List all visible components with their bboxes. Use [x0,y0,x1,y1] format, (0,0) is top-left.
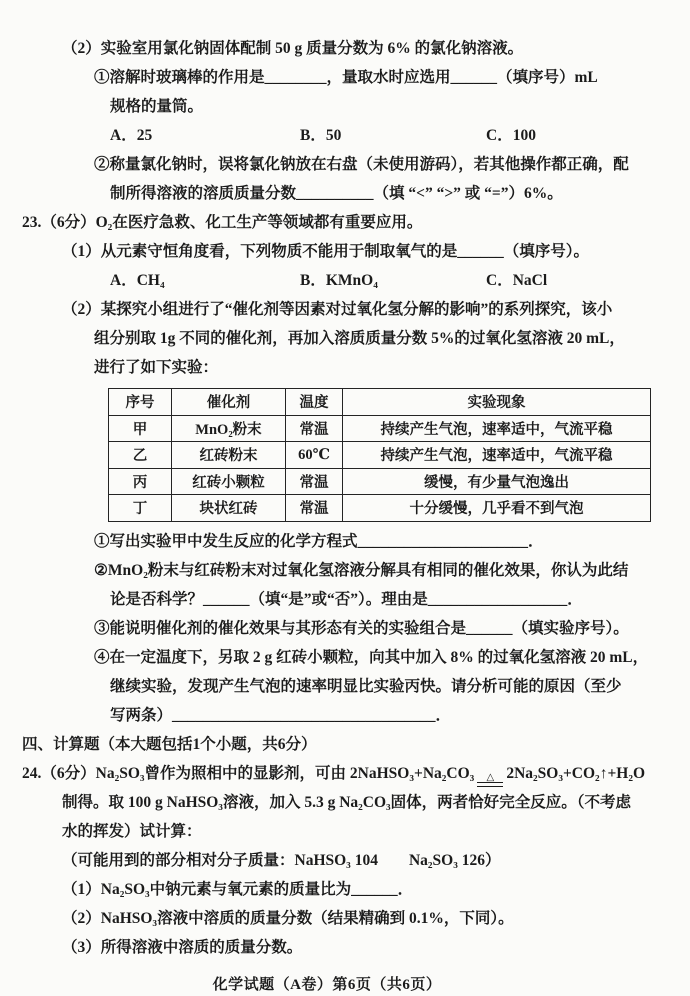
table-row [109,495,651,522]
q23-part1-line: （1）从元素守恒角度看，下列物质不能用于制取氧气的是______（填序号）。 [62,243,590,260]
table-cell: 60℃ [286,442,343,469]
col-header-number: 序号 [109,389,172,416]
experiment-table [108,388,651,522]
q23-option-c: C．NaCl [486,272,548,289]
q23-part2-sub2-line1: ②MnO₂粉末与红砖粉末对过氧化氢溶液分解具有相同的催化效果，你认为此结 [94,561,629,579]
q22-option-c: C．100 [486,127,536,144]
q23-part2-sub4-line3: 写两条）__________________________________． [110,706,452,724]
q24-equation-left: 24.（6分）Na₂SO₃曾作为照相中的显影剂，可由 2NaHSO₃+Na₂CO₃ [22,764,475,782]
table-cell: 常温 [286,468,343,495]
table-cell: 十分缓慢，几乎看不到气泡 [343,495,651,522]
col-header-catalyst: 催化剂 [172,389,286,416]
q23-part2-sub1: ①写出实验甲中发生反应的化学方程式______________________． [94,532,544,550]
q24-line1 [22,759,690,788]
delta-heat-symbol [477,771,503,787]
table-cell: 红砖小颗粒 [172,468,286,495]
q22-part2-sub1-line1: ①溶解时玻璃棒的作用是________，量取水时应选用______（填序号）mL [94,69,598,86]
q24-part1: （1）Na₂SO₃中钠元素与氧元素的质量比为______． [62,880,414,898]
table-row [109,468,651,495]
q24-line4: （可能用到的部分相对分子质量：NaHSO₃ 104 Na₂SO₃ 126） [62,851,501,869]
q22-part2-sub2-line1: ②称量氯化钠时，误将氯化钠放在右盘（未使用游码），若其他操作都正确，配 [94,156,629,173]
table-row [109,415,651,442]
q22-part2-intro: （2）实验室用氯化钠固体配制 50 g 质量分数为 6% 的氯化钠溶液。 [62,40,524,57]
table-cell: 丁 [109,495,172,522]
table-cell: 持续产生气泡，速率适中，气流平稳 [343,415,651,442]
q23-header: 23.（6分）O₂在医疗急救、化工生产等领域都有重要应用。 [22,214,423,231]
delta-glyph: △ [486,771,495,783]
table-cell: 红砖粉末 [172,442,286,469]
q24-part3: （3）所得溶液中溶质的质量分数。 [62,938,303,956]
table-row [109,442,651,469]
q24-line3: 水的挥发）试计算： [62,822,202,840]
q23-part2-sub4-line2: 继续实验，发现产生气泡的速率明显比实验丙快。请分析可能的原因（至少 [110,677,622,695]
q23-part2-sub3: ③能说明催化剂的催化效果与其形态有关的实验组合是______（填实验序号）。 [94,619,629,637]
q24-equation-right: 2Na₂SO₃+CO₂↑+H₂O [506,764,646,782]
q23-part2-line1: （2）某探究小组进行了“催化剂等因素对过氧化氢分解的影响”的系列探究，该小 [62,301,613,318]
q22-option-b: B．50 [300,127,342,144]
table-cell: 缓慢，有少量气泡逸出 [343,468,651,495]
q23-part2-sub4-line1: ④在一定温度下，另取 2 g 红砖小颗粒，向其中加入 8% 的过氧化氢溶液 20 mL， [94,648,649,666]
table-cell: 乙 [109,442,172,469]
q23-part2-line3: 进行了如下实验： [94,359,219,376]
q24-part2: （2）NaHSO₃溶液中溶质的质量分数（结果精确到 0.1%，下同）。 [62,909,514,927]
q23-option-a: A．CH₄ [110,272,165,289]
table-cell: 甲 [109,415,172,442]
q23-options-row [110,266,690,295]
section4-header: 四、计算题（本大题包括1个小题，共6分） [22,735,317,753]
q24-line2: 制得。取 100 g NaHSO₃溶液，加入 5.3 g Na₂CO₃固体，两者恰好完全反应。（不考虑 [62,793,631,811]
q23-part2-line2: 组分别取 1g 不同的催化剂，再加入溶质质量分数 5%的过氧化氢溶液 20 mL， [94,330,625,347]
q23-option-b: B．KMnO₄ [300,272,378,289]
table-cell: 持续产生气泡，速率适中，气流平稳 [343,442,651,469]
page-footer: 化学试题（A卷）第6页（共6页） [212,976,442,993]
table-cell: 丙 [109,468,172,495]
table-cell: 常温 [286,415,343,442]
q22-part2-sub2-line2: 制所得溶液的溶质质量分数__________（填 “<” “>” 或 “=”）6%。 [110,185,563,202]
table-cell: 块状红砖 [172,495,286,522]
q22-option-a: A．25 [110,127,153,144]
table-header-row [109,389,651,416]
q23-part2-sub2-line2: 论是否科学？______（填“是”或“否”）。理由是__________________． [110,590,583,608]
q22-part2-sub1-line2: 规格的量筒。 [110,98,204,115]
table-cell: MnO₂粉末 [172,415,286,442]
col-header-phenomenon: 实验现象 [343,389,651,416]
col-header-temperature: 温度 [286,389,343,416]
table-cell: 常温 [286,495,343,522]
q22-options-row [110,121,690,150]
